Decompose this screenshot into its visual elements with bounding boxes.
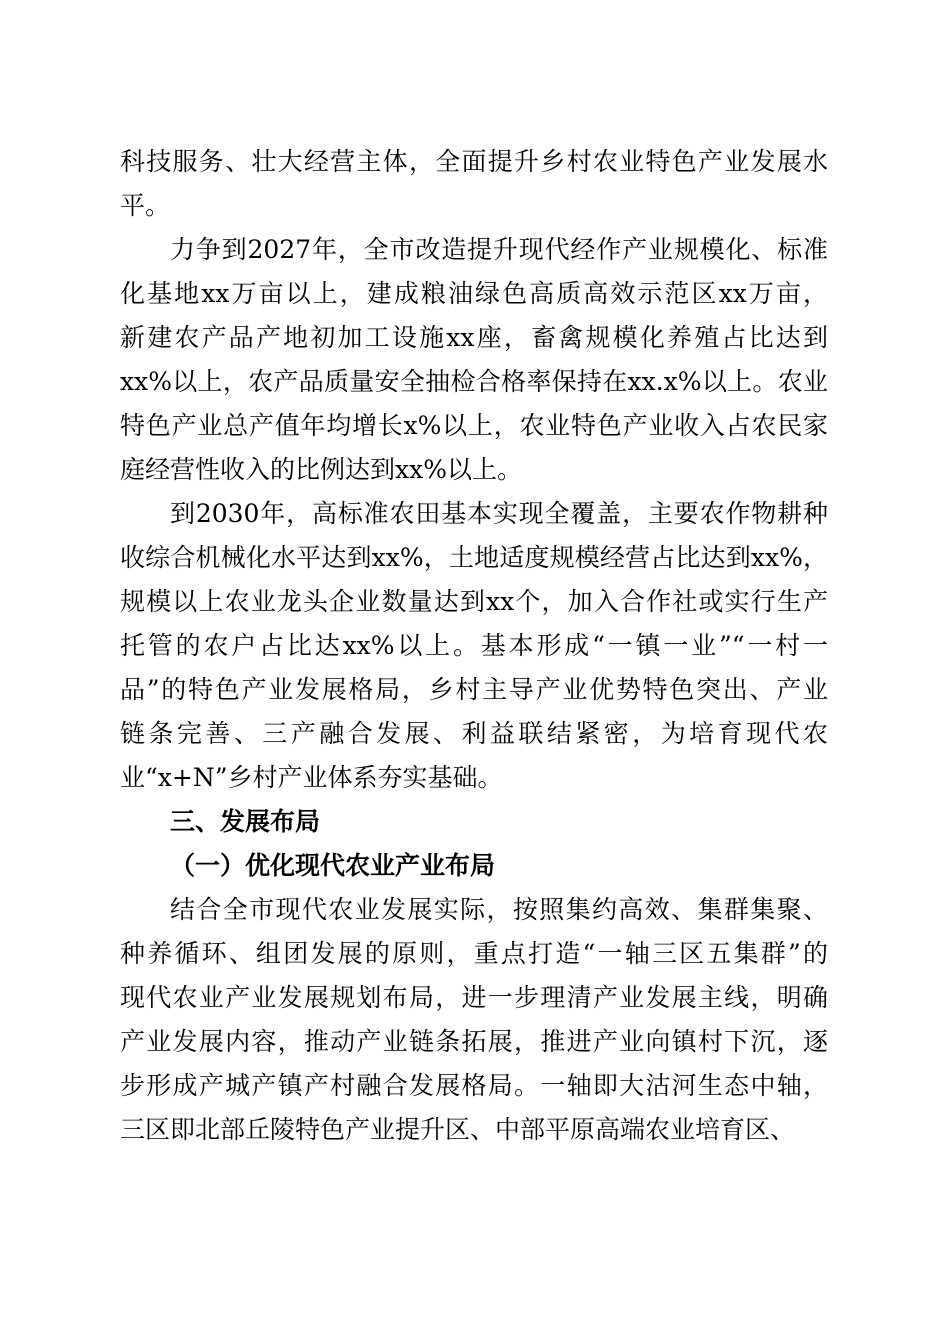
text-line: 特色产业总产值年均增长x%以上，农业特色产业收入占农民家 [120, 411, 828, 440]
text-line: 新建农产品产地初加工设施xx座，畜禽规模化养殖占比达到 [120, 323, 828, 352]
text-line: 品”的特色产业发展格局，乡村主导产业优势特色突出、产业 [120, 675, 828, 704]
text-line: 规模以上农业龙头企业数量达到xx个，加入合作社或实行生产 [120, 587, 828, 616]
text-line: 收综合机械化水平达到xx%，土地适度规模经营占比达到xx%， [120, 543, 828, 572]
text-line: 力争到2027年，全市改造提升现代经作产业规模化、标准 [170, 235, 828, 264]
text-line: 科技服务、壮大经营主体，全面提升乡村农业特色产业发展水 [120, 147, 828, 176]
text-line: 产业发展内容，推动产业链条拓展，推进产业向镇村下沉，逐 [120, 1027, 828, 1056]
text-line: 托管的农户占比达xx%以上。基本形成“一镇一业”“一村一 [120, 631, 828, 660]
text-line: 平。 [120, 191, 171, 220]
text-line: 结合全市现代农业发展实际，按照集约高效、集群集聚、 [170, 895, 828, 924]
subsection-heading: （一）优化现代农业产业布局 [170, 851, 496, 880]
document-body [120, 140, 828, 1152]
text-line: 现代农业产业发展规划布局，进一步理清产业发展主线，明确 [120, 983, 828, 1012]
section-heading: 三、发展布局 [170, 807, 321, 836]
text-line: 链条完善、三产融合发展、利益联结紧密，为培育现代农 [120, 719, 828, 748]
text-line: 种养循环、组团发展的原则，重点打造“一轴三区五集群”的 [120, 939, 828, 968]
text-line: 化基地xx万亩以上，建成粮油绿色高质高效示范区xx万亩， [120, 279, 828, 308]
text-line: 三区即北部丘陵特色产业提升区、中部平原高端农业培育区、 [120, 1115, 796, 1144]
text-line: 步形成产城产镇产村融合发展格局。一轴即大沽河生态中轴， [120, 1071, 828, 1100]
text-line: 庭经营性收入的比例达到xx%以上。 [120, 455, 522, 484]
paragraph-2030-targets [120, 492, 828, 800]
paragraph-goal-summary [120, 140, 828, 228]
text-line: xx%以上，农产品质量安全抽检合格率保持在xx.x%以上。农业 [120, 367, 828, 396]
paragraph-layout-plan [120, 888, 828, 1152]
text-line: 到2030年，高标准农田基本实现全覆盖，主要农作物耕种 [170, 499, 828, 528]
text-line: 业“x+N”乡村产业体系夯实基础。 [120, 763, 503, 792]
paragraph-2027-targets [120, 228, 828, 492]
